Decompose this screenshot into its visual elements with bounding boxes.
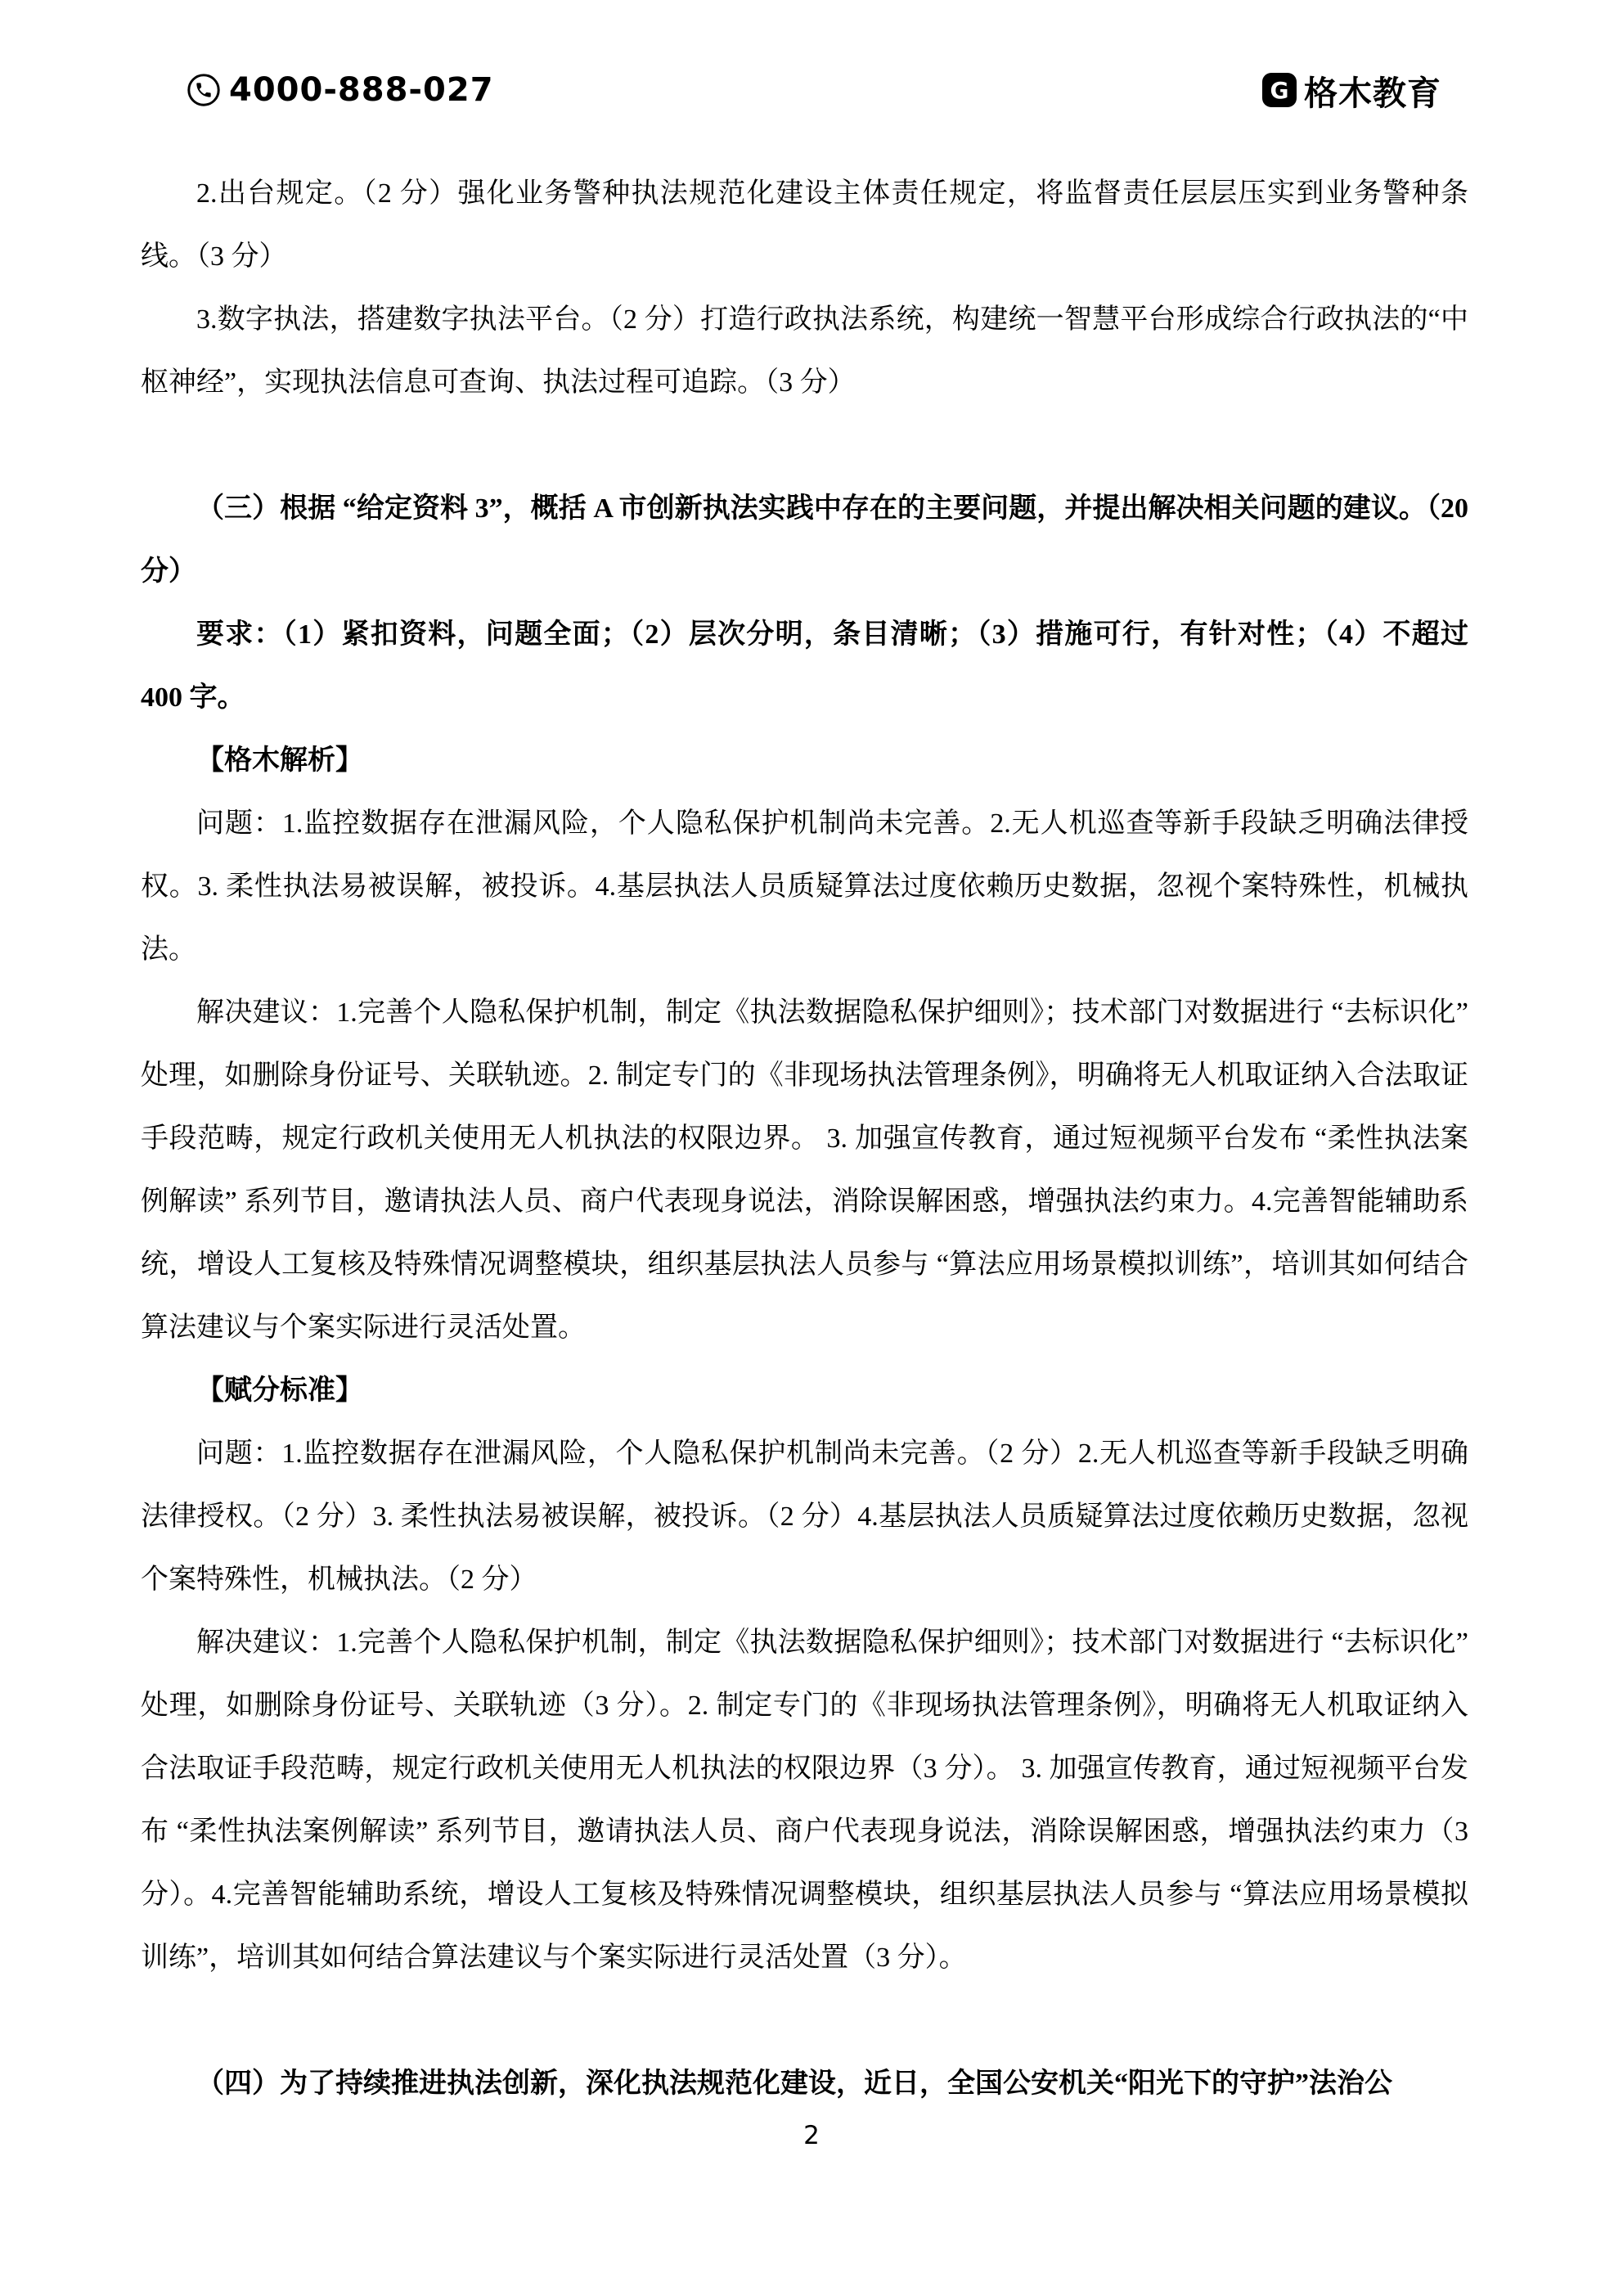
page-footer [0,2121,1623,2150]
page-header [187,70,1441,113]
analysis-problems: 问题：1.监控数据存在泄漏风险，个人隐私保护机制尚未完善。2.无人机巡查等新手段缺乏明确法律授权。3. 柔性执法易被误解，被投诉。4.基层执法人员质疑算法过度依赖历史数据，忽视个案特殊性，机械执法。 [141,808,1468,965]
question-3-requirements: 要求：（1）紧扣资料，问题全面；（2）层次分明，条目清晰；（3）措施可行，有针对性；（4）不超过 400 字。 [141,619,1468,713]
question-3-heading: （三）根据 “给定资料 3”，概括 A 市创新执法实践中存在的主要问题，并提出解决相关问题的建议。（20 分） [141,493,1468,587]
scoring-problems: 问题：1.监控数据存在泄漏风险，个人隐私保护机制尚未完善。（2 分）2.无人机巡查等新手段缺乏明确法律授权。（2 分）3. 柔性执法易被误解，被投诉。（2 分）4.基层执法人员质疑算法过度依赖历史数据，忽视个案特殊性，机械执法。（2 分） [141,1438,1468,1595]
contact-phone [187,71,494,109]
question-4-heading: （四）为了持续推进执法创新，深化执法规范化建设，近日，全国公安机关“阳光下的守护”法治公 [196,2069,1392,2099]
answer-point-3: 3.数字执法，搭建数字执法平台。（2 分）打造行政执法系统，构建统一智慧平台形成综合行政执法的“中枢神经”，实现执法信息可查询、执法过程可追踪。（3 分） [141,304,1468,398]
brand-logo [1262,66,1441,115]
phone-number: 4000-888-027 [229,71,494,109]
answer-point-2: 2.出台规定。（2 分）强化业务警种执法规范化建设主体责任规定，将监督责任层层压实到业务警种条线。（3 分） [141,178,1468,272]
scoring-suggestions: 解决建议：1.完善个人隐私保护机制，制定《执法数据隐私保护细则》；技术部门对数据进行 “去标识化” 处理，如删除身份证号、关联轨迹（3 分）。2. 制定专门的《非现场执法管理条例》，明确将无人机取证纳入合法取证手段范畴，规定行政机关使用无人机执法的权限边界（3 分）。 3. 加强宣传教育，通过短视频平台发布 “柔性执法案例解读” 系列节目，邀请执法人员、商户代表现身说法，消除误解困惑，增强执法约束力（3 分）。4.完善智能辅助系统，增设人工复核及特殊情况调整模块，组织基层执法人员参与 “算法应用场景模拟训练”，培训其如何结合算法建议与个案实际进行灵活处置（3 分）。 [141,1627,1468,1973]
gemu-analysis-heading: 【格木解析】 [196,745,363,776]
document-body [141,162,1468,2115]
brand-name: 格木教育 [1304,73,1441,113]
analysis-suggestions: 解决建议：1.完善个人隐私保护机制，制定《执法数据隐私保护细则》；技术部门对数据进行 “去标识化” 处理，如删除身份证号、关联轨迹。2. 制定专门的《非现场执法管理条例》，明确将无人机取证纳入合法取证手段范畴，规定行政机关使用无人机执法的权限边界。 3. 加强宣传教育，通过短视频平台发布 “柔性执法案例解读” 系列节目，邀请执法人员、商户代表现身说法，消除误解困惑，增强执法约束力。4.完善智能辅助系统，增设人工复核及特殊情况调整模块，组织基层执法人员参与 “算法应用场景模拟训练”，培训其如何结合算法建议与个案实际进行灵活处置。 [141,997,1468,1343]
gemu-logo-icon: G [1262,73,1297,107]
page-number: 2 [803,2121,820,2150]
scoring-standard-heading: 【赋分标准】 [196,1375,363,1406]
phone-icon [187,73,221,107]
